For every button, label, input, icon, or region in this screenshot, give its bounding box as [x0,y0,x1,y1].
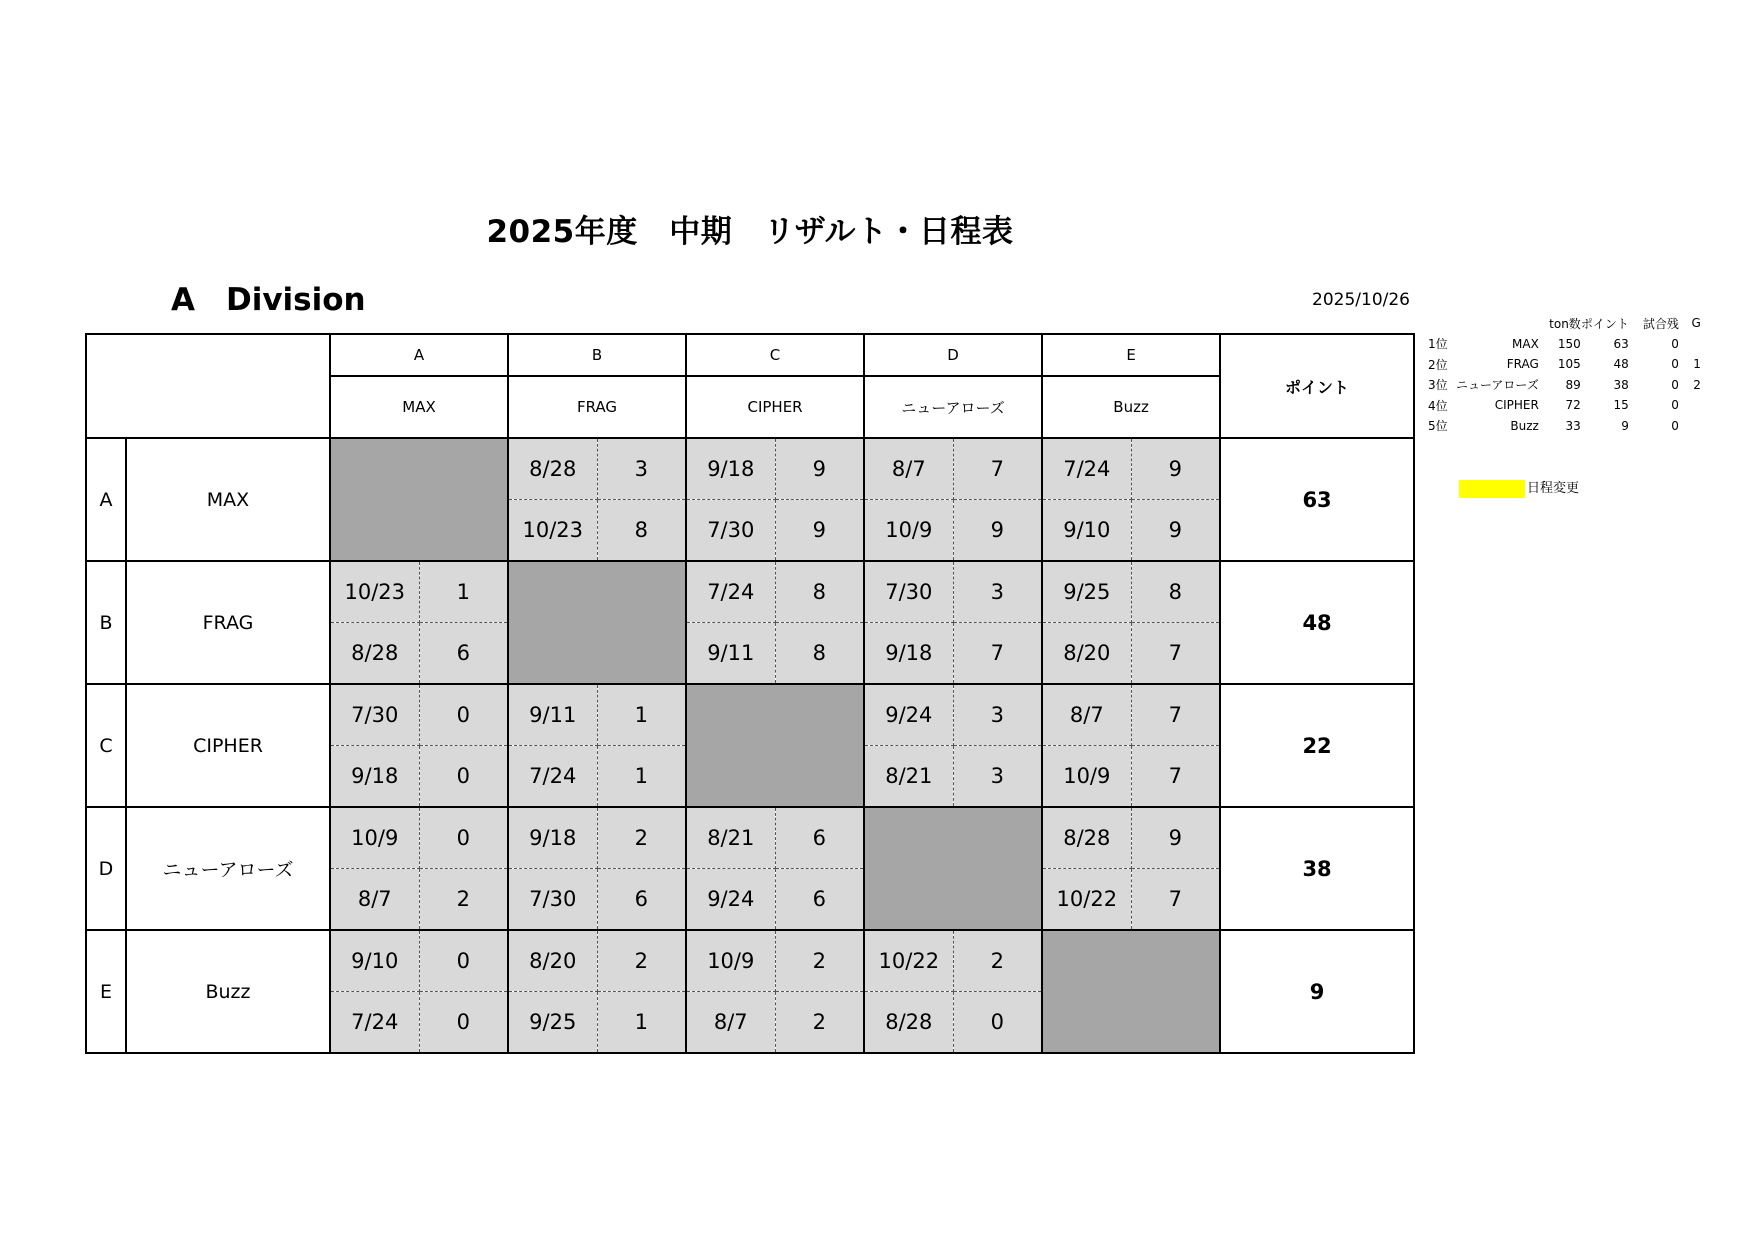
match-score: 9 [775,500,864,562]
match-date: 9/11 [508,684,597,746]
match-score: 2 [953,930,1042,992]
ranking-points: 63 [1613,336,1629,351]
match-date: 10/9 [1042,746,1131,808]
ranking-remaining: 0 [1671,377,1679,392]
match-date: 10/22 [1042,869,1131,931]
match-date: 8/7 [1042,684,1131,746]
report-date: 2025/10/26 [1312,290,1410,310]
match-date: 10/9 [330,807,419,869]
match-date: 10/22 [864,930,953,992]
match-score: 6 [775,869,864,931]
ranking-row [1428,395,1701,416]
ranking-rank: 5位 [1428,419,1448,434]
ranking-ton: 105 [1557,357,1581,372]
ranking-g [1679,416,1701,437]
table-row [86,807,1414,869]
ranking-points: 48 [1613,357,1629,372]
match-date: 9/10 [330,930,419,992]
ranking-row [1428,416,1701,437]
ranking-g-header: G [1691,316,1701,331]
match-date: 9/10 [1042,500,1131,562]
ranking-team: CIPHER [1494,398,1539,413]
ranking-row [1428,375,1701,396]
ranking-remaining: 0 [1671,418,1679,433]
ranking-points: 9 [1621,418,1629,433]
column-team-name: CIPHER [686,376,864,438]
ranking-team: MAX [1512,336,1539,351]
match-score: 0 [953,992,1042,1054]
match-date: 9/25 [1042,561,1131,623]
match-score: 3 [597,438,686,500]
match-date: 7/24 [1042,438,1131,500]
match-date: 8/20 [508,930,597,992]
match-score: 3 [953,746,1042,808]
ranking-remaining: 0 [1671,357,1679,372]
match-date: 9/18 [686,438,775,500]
match-score: 9 [953,500,1042,562]
match-score: 7 [1131,623,1220,685]
column-team-name: MAX [330,376,508,438]
match-score: 6 [775,807,864,869]
match-date: 8/7 [330,869,419,931]
ranking-g: 2 [1693,377,1701,392]
match-date: 8/7 [686,992,775,1054]
match-score: 2 [597,930,686,992]
row-letter: C [86,684,126,807]
self-match-cell [330,438,508,561]
ranking-spacer [1428,313,1456,334]
match-score: 2 [775,930,864,992]
table-row [86,684,1414,746]
column-team-name: Buzz [1042,376,1220,438]
ranking-row [1428,354,1701,375]
match-date: 7/30 [330,684,419,746]
team-points: 48 [1220,561,1414,684]
corner-cell [86,334,330,438]
match-score: 9 [1131,438,1220,500]
row-letter: E [86,930,126,1053]
match-score: 3 [953,684,1042,746]
column-team-name: FRAG [508,376,686,438]
match-score: 6 [419,623,508,685]
match-score: 2 [419,869,508,931]
ranking-ton: 150 [1557,336,1581,351]
ranking-ton: 89 [1565,377,1581,392]
ranking-rank: 2位 [1428,357,1448,372]
match-date: 8/28 [508,438,597,500]
points-header: ポイント [1220,334,1414,438]
match-date: 10/23 [330,561,419,623]
row-team-name: FRAG [126,561,330,684]
match-score: 7 [1131,869,1220,931]
ranking-row [1428,334,1701,355]
ranking-rank: 4位 [1428,398,1448,413]
row-letter: B [86,561,126,684]
legend-swatch [1459,480,1525,498]
match-date: 8/28 [864,992,953,1054]
self-match-cell [864,807,1042,930]
row-team-name: CIPHER [126,684,330,807]
table-row [86,930,1414,992]
team-points: 22 [1220,684,1414,807]
ranking-rank: 1位 [1428,337,1448,352]
match-date: 8/28 [330,623,419,685]
match-date: 10/9 [686,930,775,992]
ranking-ton: 72 [1565,398,1581,413]
column-team-name: ニューアローズ [864,376,1042,438]
ranking-g [1679,395,1701,416]
column-letter: D [864,334,1042,376]
legend-label: 日程変更 [1527,481,1580,496]
row-letter: A [86,438,126,561]
self-match-cell [508,561,686,684]
column-letter: E [1042,334,1220,376]
ranking-team: FRAG [1506,357,1539,372]
match-date: 8/7 [864,438,953,500]
match-score: 9 [1131,500,1220,562]
match-score: 6 [597,869,686,931]
match-date: 8/21 [686,807,775,869]
match-date: 8/28 [1042,807,1131,869]
row-letter: D [86,807,126,930]
ranking-spacer [1456,313,1539,334]
ranking-remaining-header: 試合残 [1642,316,1679,331]
team-points: 38 [1220,807,1414,930]
ranking-team: ニューアローズ [1456,378,1539,393]
match-score: 8 [775,623,864,685]
team-points: 9 [1220,930,1414,1053]
match-date: 7/24 [330,992,419,1054]
match-date: 9/18 [864,623,953,685]
row-team-name: MAX [126,438,330,561]
match-score: 0 [419,684,508,746]
ranking-rank: 3位 [1428,378,1448,393]
match-score: 0 [419,930,508,992]
match-date: 8/21 [864,746,953,808]
ranking-g [1679,334,1701,355]
match-score: 7 [1131,684,1220,746]
match-score: 3 [953,561,1042,623]
match-date: 9/11 [686,623,775,685]
match-date: 7/30 [508,869,597,931]
match-date: 9/24 [686,869,775,931]
division-heading: A Division [171,282,366,318]
ranking-remaining: 0 [1671,398,1679,413]
self-match-cell [686,684,864,807]
match-score: 7 [953,623,1042,685]
match-date: 8/20 [1042,623,1131,685]
match-date: 7/24 [686,561,775,623]
match-score: 9 [1131,807,1220,869]
ranking-points: 15 [1613,398,1629,413]
match-score: 1 [419,561,508,623]
page-title: 2025年度 中期 リザルト・日程表 [486,214,1014,250]
match-date: 7/24 [508,746,597,808]
match-score: 9 [775,438,864,500]
ranking-table [1428,313,1701,436]
match-date: 9/18 [508,807,597,869]
match-score: 0 [419,746,508,808]
match-date: 10/23 [508,500,597,562]
match-score: 8 [1131,561,1220,623]
match-score: 7 [953,438,1042,500]
ranking-g: 1 [1693,357,1701,372]
table-row [86,561,1414,623]
ranking-team: Buzz [1510,418,1539,433]
ranking-points: 38 [1613,377,1629,392]
match-score: 8 [775,561,864,623]
ranking-points-col-header: ポイント [1580,316,1629,331]
match-date: 9/25 [508,992,597,1054]
match-score: 0 [419,992,508,1054]
match-score: 1 [597,684,686,746]
column-letter: C [686,334,864,376]
match-date: 7/30 [686,500,775,562]
match-score: 2 [775,992,864,1054]
match-score: 8 [597,500,686,562]
column-letter: A [330,334,508,376]
column-letter: B [508,334,686,376]
results-grid [85,333,1415,1054]
table-row [86,438,1414,500]
match-date: 9/24 [864,684,953,746]
ranking-ton-header: ton数 [1549,316,1581,331]
ranking-ton: 33 [1565,418,1581,433]
match-score: 1 [597,746,686,808]
self-match-cell [1042,930,1220,1053]
match-score: 0 [419,807,508,869]
team-points: 63 [1220,438,1414,561]
row-team-name: Buzz [126,930,330,1053]
match-date: 10/9 [864,500,953,562]
match-score: 2 [597,807,686,869]
row-team-name: ニューアローズ [126,807,330,930]
match-date: 7/30 [864,561,953,623]
ranking-remaining: 0 [1671,336,1679,351]
match-score: 1 [597,992,686,1054]
match-score: 7 [1131,746,1220,808]
match-date: 9/18 [330,746,419,808]
